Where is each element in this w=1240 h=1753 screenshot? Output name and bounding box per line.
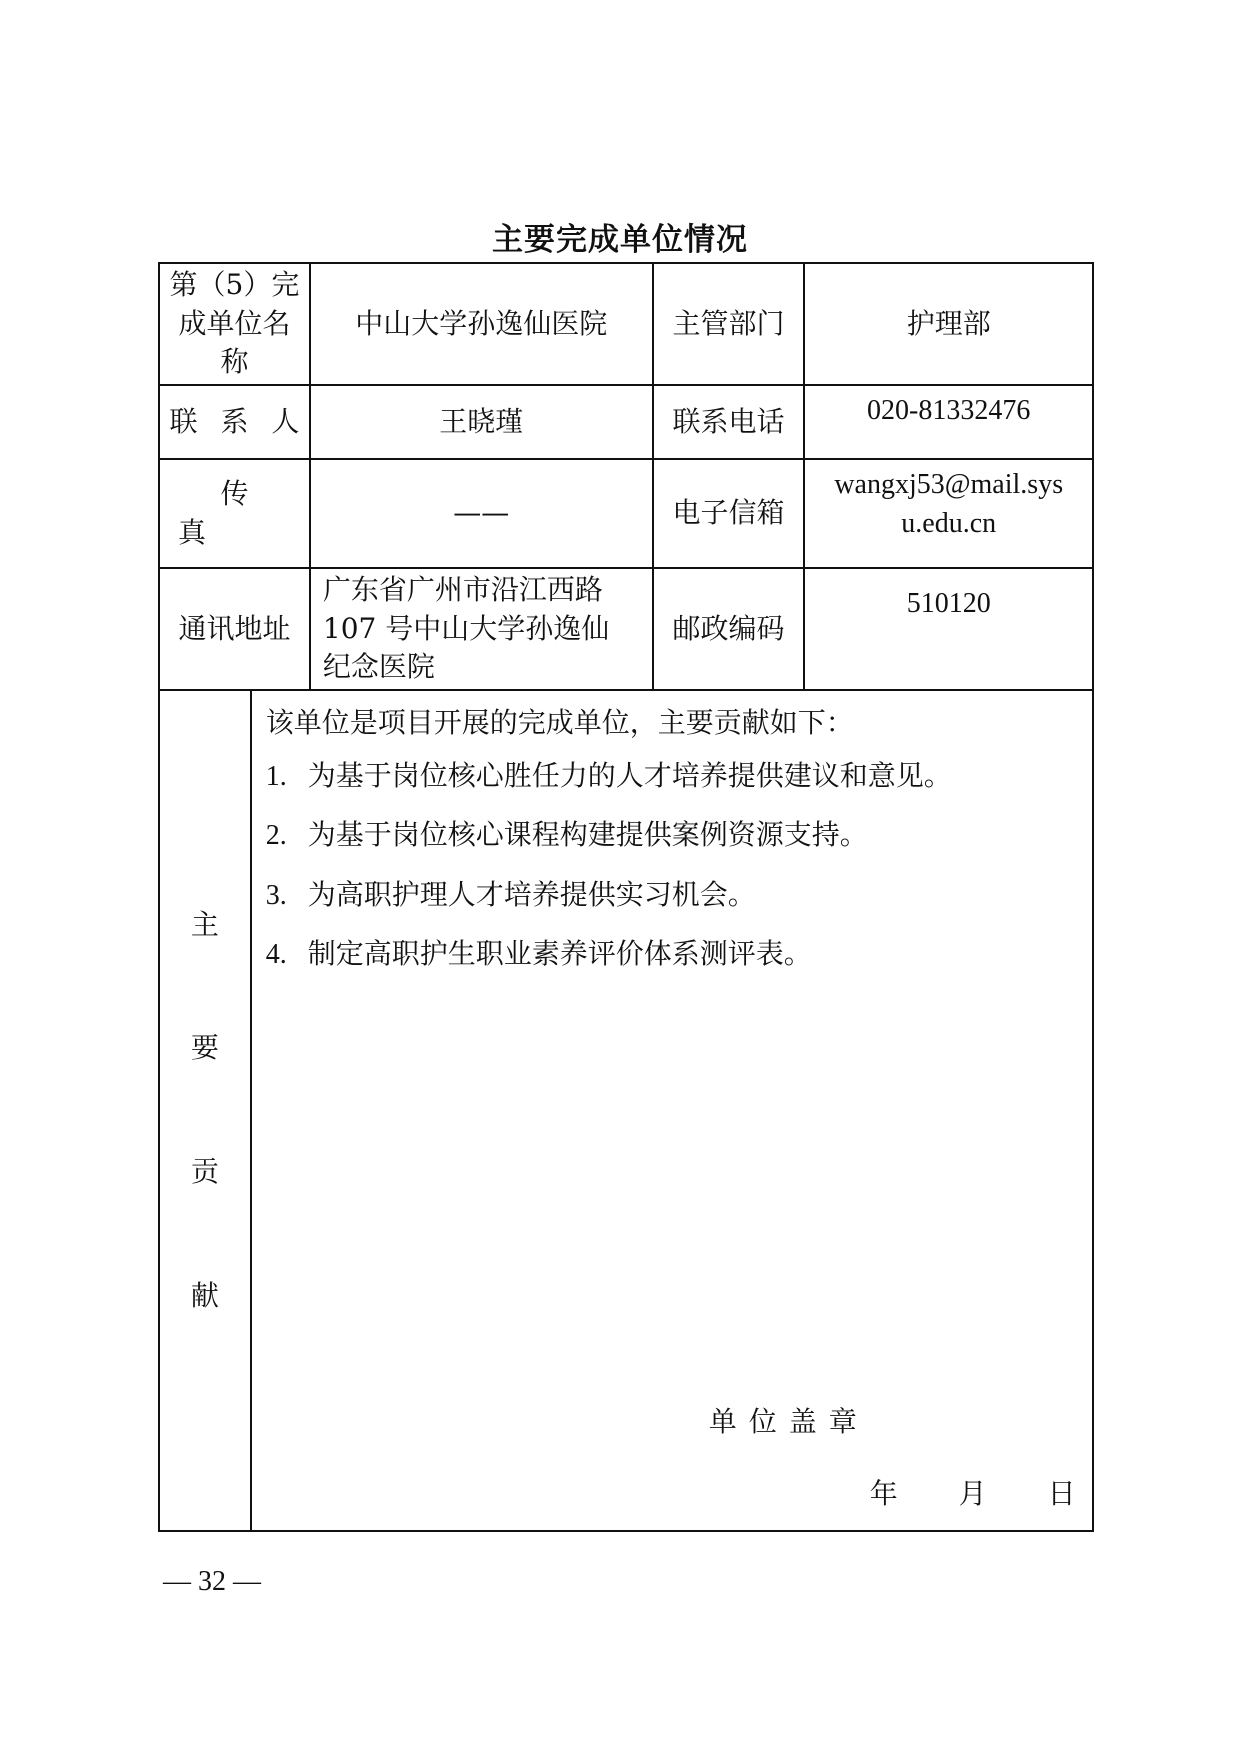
contribution-list — [266, 756, 1092, 974]
contribution-label-char: 献 — [190, 1278, 219, 1312]
fax-row — [159, 459, 1093, 568]
list-item: 4. 制定高职护生职业素养评价体系测评表。 — [265, 936, 812, 970]
contribution-row — [159, 690, 1093, 1531]
page-title: 主要完成单位情况 — [492, 222, 748, 258]
list-item: 3. 为高职护理人才培养提供实习机会。 — [265, 877, 756, 911]
address-label: 通讯地址 — [159, 568, 310, 690]
fax-label: 传 真 — [159, 459, 310, 568]
unit-order-label: 第（5）完 成单位名 称 — [159, 263, 310, 385]
contribution-content — [251, 690, 1093, 1531]
contact-label: 联 系 人 — [159, 385, 310, 459]
email-value: wangxj53@mail.sys u.edu.cn — [804, 459, 1093, 568]
list-item: 1. 为基于岗位核心胜任力的人才培养提供建议和意见。 — [265, 759, 952, 793]
contribution-label-char: 要 — [190, 1031, 219, 1065]
page-number: — 32 — — [163, 1566, 261, 1597]
dept-label: 主管部门 — [653, 263, 805, 385]
contact-row — [159, 385, 1093, 459]
fax-value: —— — [310, 459, 653, 568]
unit-info-table — [158, 262, 1094, 1532]
postcode-value: 510120 — [804, 568, 1093, 690]
contact-value: 王晓瑾 — [310, 385, 653, 459]
email-label: 电子信箱 — [653, 459, 805, 568]
date-label: 年 月 日 — [869, 1477, 1076, 1510]
unit-seal-label: 单位盖章 — [708, 1405, 869, 1438]
phone-value: 020-81332476 — [804, 385, 1093, 459]
contribution-label — [159, 690, 251, 1531]
address-value: 广东省广州市沿江西路 107 号中山大学孙逸仙 纪念医院 — [310, 568, 653, 690]
unit-name-row — [159, 263, 1093, 385]
unit-name-value: 中山大学孙逸仙医院 — [310, 263, 653, 385]
contribution-intro: 该单位是项目开展的完成单位，主要贡献如下： — [265, 706, 854, 739]
dept-value: 护理部 — [804, 263, 1093, 385]
address-row — [159, 568, 1093, 690]
postcode-label: 邮政编码 — [653, 568, 805, 690]
contribution-label-char: 贡 — [190, 1155, 219, 1188]
phone-label: 联系电话 — [653, 385, 805, 459]
list-item: 2. 为基于岗位核心课程构建提供案例资源支持。 — [265, 818, 868, 852]
contribution-label-char: 主 — [190, 907, 219, 941]
